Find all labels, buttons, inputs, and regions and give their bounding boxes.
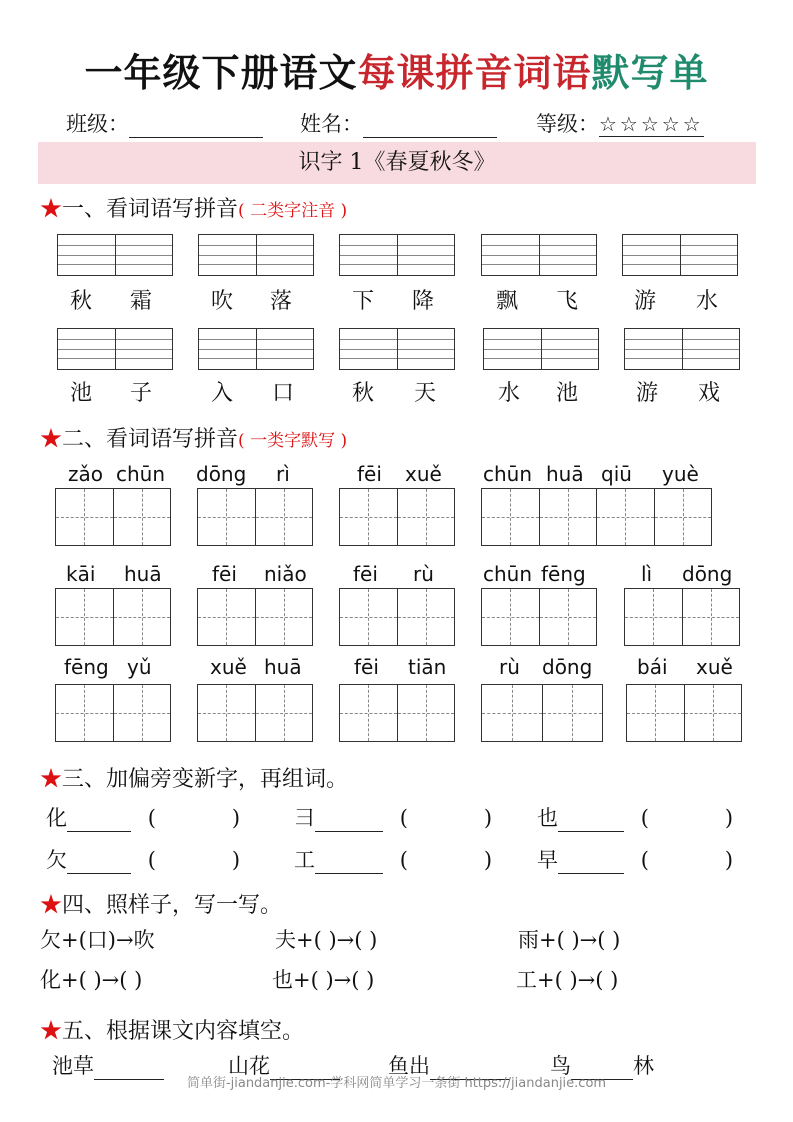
pinyin-box[interactable] xyxy=(481,234,597,276)
character-box[interactable] xyxy=(197,488,313,546)
word-char: 戏 xyxy=(698,381,721,406)
word-char: 入 xyxy=(211,381,234,406)
pinyin-label: huā xyxy=(124,562,162,586)
word-char: 水 xyxy=(498,381,521,406)
paren-open: ( xyxy=(399,806,408,830)
character-box[interactable] xyxy=(197,588,313,646)
section-1-title: 一、看词语写拼音 xyxy=(62,197,239,222)
name-label: 姓名： xyxy=(300,112,363,136)
paren-open: ( xyxy=(147,806,156,830)
character-box[interactable] xyxy=(624,588,740,646)
paren-open: ( xyxy=(399,848,408,872)
word-char: 霜 xyxy=(130,289,153,314)
character-box[interactable] xyxy=(481,488,712,546)
paren-close: ) xyxy=(231,848,241,872)
section-4-title: 四、照样子，写一写。 xyxy=(62,893,283,918)
lesson-banner xyxy=(38,142,756,184)
pinyin-label: lì xyxy=(641,562,653,586)
paren-close: ) xyxy=(231,806,241,830)
pinyin-box[interactable] xyxy=(198,234,314,276)
word-char: 游 xyxy=(634,289,657,314)
pinyin-label: tiān xyxy=(408,655,447,679)
radical-item xyxy=(537,802,733,832)
section-3-title: 三、加偏旁变新字，再组词。 xyxy=(62,767,349,792)
character-box[interactable] xyxy=(339,684,455,742)
character-box[interactable] xyxy=(339,488,455,546)
section-4-heading xyxy=(40,888,282,919)
pinyin-label: chūn xyxy=(116,462,166,486)
radical-blank[interactable] xyxy=(67,851,131,874)
pinyin-box[interactable] xyxy=(483,328,599,370)
word-char: 飞 xyxy=(556,289,579,314)
radical-char: 彐 xyxy=(294,806,315,830)
star-icon: ★ xyxy=(40,893,63,918)
title-part-2: 每课拼音词语 xyxy=(357,50,592,95)
section-5-title: 五、根据课文内容填空。 xyxy=(62,1019,305,1044)
radical-blank[interactable] xyxy=(315,809,383,832)
pinyin-label: dōng xyxy=(196,462,247,486)
title-part-3: 默写单 xyxy=(591,50,709,95)
pinyin-label: rù xyxy=(413,562,434,586)
pinyin-label: fēi xyxy=(354,655,379,679)
word-char: 池 xyxy=(70,381,93,406)
fill-text: 鱼出 xyxy=(388,1054,430,1078)
exercise-item[interactable]: 雨+( )→( ) xyxy=(518,928,621,952)
section-2-heading xyxy=(40,422,347,453)
fill-text: 鸟 xyxy=(550,1054,571,1078)
pinyin-label: huā xyxy=(264,655,302,679)
character-box[interactable] xyxy=(55,488,171,546)
character-box[interactable] xyxy=(55,684,171,742)
fill-text: 池草 xyxy=(52,1054,94,1078)
paren-close: ) xyxy=(724,848,734,872)
pinyin-box[interactable] xyxy=(339,328,455,370)
grade-label: 等级： xyxy=(536,112,599,136)
word-char: 水 xyxy=(696,289,719,314)
pinyin-box[interactable] xyxy=(57,234,173,276)
class-label: 班级： xyxy=(66,112,129,136)
fill-text: 山花 xyxy=(228,1054,270,1078)
pinyin-label: rù xyxy=(499,655,520,679)
paren-close: ) xyxy=(724,806,734,830)
radical-char: 欠 xyxy=(46,848,67,872)
radical-item xyxy=(294,844,492,874)
pinyin-label: dōng xyxy=(542,655,593,679)
pinyin-label: rì xyxy=(276,462,290,486)
word-char: 下 xyxy=(352,289,375,314)
radical-item xyxy=(46,802,240,832)
radical-blank[interactable] xyxy=(315,851,383,874)
title-part-1: 一年级下册语文 xyxy=(84,50,358,95)
exercise-item[interactable]: 夫+( )→( ) xyxy=(275,928,378,952)
paren-open: ( xyxy=(640,848,649,872)
word-char: 飘 xyxy=(496,289,519,314)
paren-close: ) xyxy=(483,806,493,830)
pinyin-box[interactable] xyxy=(622,234,738,276)
word-char: 降 xyxy=(412,289,435,314)
section-2-title: 二、看词语写拼音 xyxy=(62,427,239,452)
pinyin-box[interactable] xyxy=(339,234,455,276)
word-char: 子 xyxy=(130,381,153,406)
pinyin-label: fēi xyxy=(212,562,237,586)
exercise-item[interactable]: 工+( )→( ) xyxy=(516,968,619,992)
footer-watermark: 简单街-jiandanjie.com-学科网简单学习一条街 https://jiandanjie.com xyxy=(186,1076,607,1091)
radical-blank[interactable] xyxy=(558,809,624,832)
lesson-title: 识字 1《春夏秋冬》 xyxy=(298,150,496,175)
example-item: 欠+(口)→吹 xyxy=(40,928,155,952)
pinyin-label: fēi xyxy=(357,462,382,486)
pinyin-label: chūn xyxy=(483,562,533,586)
radical-char: 化 xyxy=(46,806,67,830)
word-char: 落 xyxy=(270,289,293,314)
paren-open: ( xyxy=(147,848,156,872)
grade-stars[interactable]: ☆☆☆☆☆ xyxy=(599,112,704,136)
section-2-note: ( 一类字默写 ) xyxy=(238,431,348,451)
pinyin-label: dōng xyxy=(682,562,733,586)
radical-blank[interactable] xyxy=(558,851,624,874)
pinyin-label: kāi xyxy=(66,562,96,586)
radical-char: 也 xyxy=(537,806,558,830)
pinyin-label: xuě xyxy=(696,655,733,679)
pinyin-box[interactable] xyxy=(624,328,740,370)
class-field xyxy=(66,108,263,138)
pinyin-label: chūn xyxy=(483,462,533,486)
exercise-item[interactable]: 也+( )→( ) xyxy=(272,968,375,992)
fill-text: 林 xyxy=(633,1054,654,1078)
pinyin-label: yǔ xyxy=(127,655,152,679)
word-char: 天 xyxy=(414,381,437,406)
worksheet-title xyxy=(0,42,793,97)
star-icon: ★ xyxy=(40,427,63,452)
pinyin-label: huā xyxy=(546,462,584,486)
character-box[interactable] xyxy=(481,684,603,742)
radical-item xyxy=(46,844,240,874)
pinyin-label: qiū xyxy=(601,462,632,486)
pinyin-label: niǎo xyxy=(264,562,307,586)
pinyin-box[interactable] xyxy=(198,328,314,370)
star-icon: ★ xyxy=(40,1019,63,1044)
pinyin-label: fēng xyxy=(64,655,109,679)
character-box[interactable] xyxy=(339,588,455,646)
word-char: 游 xyxy=(636,381,659,406)
pinyin-label: bái xyxy=(637,655,668,679)
character-box[interactable] xyxy=(197,684,313,742)
exercise-item[interactable]: 化+( )→( ) xyxy=(40,968,143,992)
star-icon: ★ xyxy=(40,767,63,792)
pinyin-label: xuě xyxy=(210,655,247,679)
character-box[interactable] xyxy=(626,684,742,742)
radical-item xyxy=(294,802,492,832)
pinyin-label: fēi xyxy=(353,562,378,586)
pinyin-label: xuě xyxy=(405,462,442,486)
section-1-note: ( 二类字注音 ) xyxy=(238,201,348,221)
name-blank[interactable] xyxy=(363,115,497,138)
word-char: 吹 xyxy=(211,289,234,314)
grade-field xyxy=(536,108,704,138)
section-3-heading xyxy=(40,762,348,793)
word-char: 池 xyxy=(556,381,579,406)
word-char: 口 xyxy=(272,381,295,406)
class-blank[interactable] xyxy=(129,115,263,138)
section-5-heading xyxy=(40,1014,304,1045)
pinyin-box[interactable] xyxy=(57,328,173,370)
radical-char: 工 xyxy=(294,848,315,872)
pinyin-label: yuè xyxy=(662,462,699,486)
pinyin-label: fēng xyxy=(541,562,586,586)
pinyin-label: zǎo xyxy=(68,462,103,486)
section-1-heading xyxy=(40,192,347,223)
word-char: 秋 xyxy=(70,289,93,314)
radical-char: 早 xyxy=(537,848,558,872)
name-field xyxy=(300,108,497,138)
star-icon: ★ xyxy=(40,197,63,222)
paren-open: ( xyxy=(640,806,649,830)
radical-item xyxy=(537,844,733,874)
character-box[interactable] xyxy=(481,588,597,646)
radical-blank[interactable] xyxy=(67,809,131,832)
character-box[interactable] xyxy=(55,588,171,646)
paren-close: ) xyxy=(483,848,493,872)
word-char: 秋 xyxy=(352,381,375,406)
